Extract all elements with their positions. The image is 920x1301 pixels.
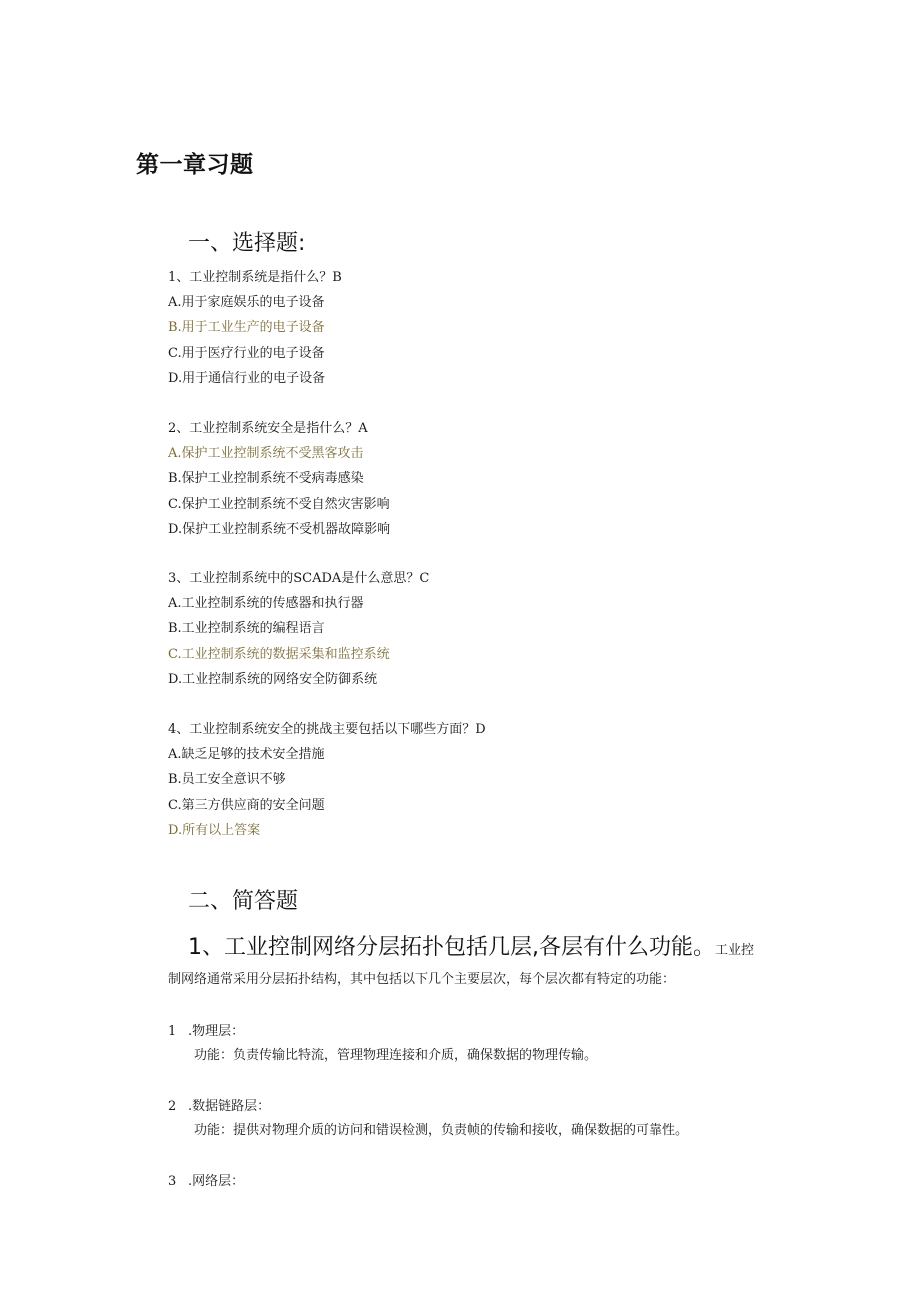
option-d: D.工业控制系统的网络安全防御系统 — [168, 671, 378, 687]
layer-name — [168, 1170, 808, 1194]
layer-number: 1 — [168, 1024, 177, 1039]
option-a-answer: A.保护工业控制系统不受黑客攻击 — [168, 446, 364, 462]
option-d: D.保护工业控制系统不受机器故障影响 — [168, 521, 391, 537]
short-answer-intro-head: 工业控 — [715, 943, 755, 958]
layer-item — [168, 1170, 808, 1194]
layer-item — [168, 1095, 808, 1143]
section-heading-choice: 一、选择题: — [188, 231, 306, 256]
layer-number: 2 — [168, 1099, 177, 1114]
option-d-answer: D.所有以上答案 — [168, 822, 261, 838]
option-a: A.用于家庭娱乐的电子设备 — [168, 295, 325, 311]
question-block — [168, 566, 808, 692]
layer-item — [168, 1020, 808, 1068]
option-c: C.第三方供应商的安全问题 — [168, 797, 325, 813]
option-c-answer: C.工业控制系统的数据采集和监控系统 — [168, 646, 390, 662]
layer-number: 3 — [168, 1174, 177, 1189]
option-a: A.缺乏足够的技术安全措施 — [168, 747, 325, 763]
question-block — [168, 416, 808, 542]
layer-label: .物理层： — [188, 1024, 245, 1039]
layer-name — [168, 1020, 808, 1044]
short-answer-question — [188, 930, 808, 961]
option-b-answer: B.用于工业生产的电子设备 — [168, 320, 325, 336]
layer-label: .网络层： — [188, 1174, 245, 1189]
short-answer-title: 1、工业控制网络分层拓扑包括几层,各层有什么功能。 — [188, 935, 715, 960]
short-answer-intro: 制网络通常采用分层拓扑结构，其中包括以下几个主要层次，每个层次都有特定的功能： — [168, 972, 676, 987]
layer-description: 功能：提供对物理介质的访问和错误检测，负责帧的传输和接收，确保数据的可靠性。 — [194, 1123, 689, 1138]
question-text: 3、工业控制系统中的SCADA是什么意思？C — [168, 571, 430, 586]
option-b: B.员工安全意识不够 — [168, 772, 286, 788]
option-c: C.用于医疗行业的电子设备 — [168, 345, 325, 361]
chapter-title: 第一章习题 — [136, 152, 254, 178]
question-block — [168, 717, 808, 843]
option-d: D.用于通信行业的电子设备 — [168, 370, 326, 386]
question-block — [168, 265, 808, 391]
question-text: 4、工业控制系统安全的挑战主要包括以下哪些方面？D — [168, 722, 486, 737]
section-heading-short-answer: 二、简答题 — [188, 889, 299, 914]
option-a: A.工业控制系统的传感器和执行器 — [168, 596, 364, 612]
question-text: 1、工业控制系统是指什么？B — [168, 270, 342, 285]
option-c: C.保护工业控制系统不受自然灾害影响 — [168, 496, 390, 512]
option-b: B.工业控制系统的编程语言 — [168, 621, 325, 637]
layer-description: 功能：负责传输比特流，管理物理连接和介质，确保数据的物理传输。 — [194, 1048, 598, 1063]
layer-name — [168, 1095, 808, 1119]
option-b: B.保护工业控制系统不受病毒感染 — [168, 471, 364, 487]
question-text: 2、工业控制系统安全是指什么？A — [168, 421, 368, 436]
layer-label: .数据链路层： — [188, 1099, 271, 1114]
